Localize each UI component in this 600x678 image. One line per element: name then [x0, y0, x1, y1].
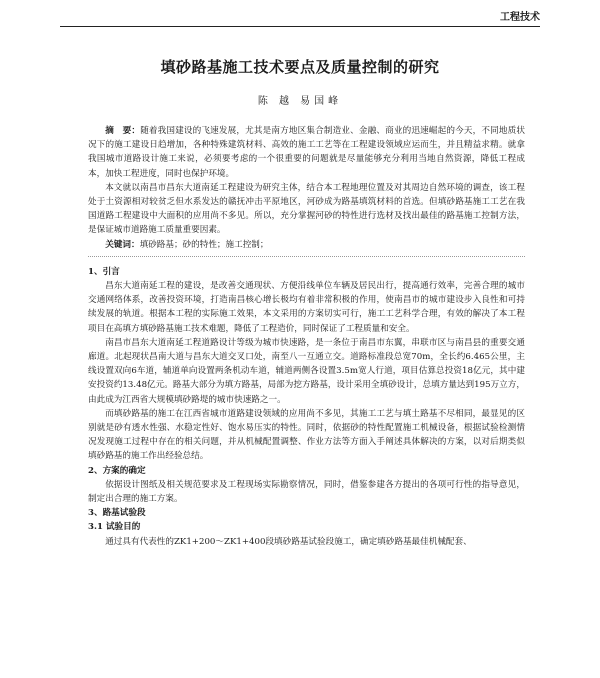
- keywords-label: 关键词：: [105, 239, 140, 250]
- abstract-text: 随着我国建设的飞速发展，尤其是南方地区集合制造业、金融、商业的迅速崛起的今天，不同地质状况下的施工建设日趋增加，各种特殊建筑材料、高效的施工工艺等在工程建设领域应运而生，并且精益求精。就拿我国城市道路设计施工来说，必须要考虑的一个很重要的问题就是尽量能够充分利用当地自然资源，降低工程成本，加快工程进度，同时也保护环境。: [88, 126, 525, 179]
- keywords-line: [88, 238, 525, 252]
- keywords-text: 填砂路基；砂的特性；施工控制；: [139, 239, 269, 250]
- abstract-paragraph: [88, 124, 525, 181]
- article-title: 填砂路基施工技术要点及质量控制的研究: [160, 58, 440, 76]
- article-body: [88, 124, 525, 549]
- section-1-paragraph-1: 昌东大道南延工程的建设，是改善交通现状、方便沿线单位车辆及居民出行，提高通行效率，完善合理的城市交通网络体系，改善投资环境，打造南昌核心增长极均有着非常积极的作用，使南昌市的城市建设步入良性和可持续发展的轨道。根据本工程的实际施工效果，本文采用的方案切实可行，施工工艺科学合理，有效的解决了本工程项目在高填方填砂路基施工技术难题，降低了工程造价，同时保证了工程质量和安全。: [88, 281, 525, 334]
- abstract-label: 摘 要：: [105, 126, 141, 136]
- section-3-title: 3、路基试验段: [88, 508, 146, 519]
- section-1-paragraph-3: 而填砂路基的施工在江西省城市道路建设领域的应用尚不多见，其施工工艺与填土路基不尽相同，最显见的区别就是砂有透水性强、水稳定性好、饱水易压实的特性。同时，依据砂的特性配置施工机械设备，根据试验检测情况发现施工过程中存在的相关问题，并从机械配置调整、作业方法等方面入手阐述具体解决的方案，以对后期类似填砂路基的施工作出经验总结。: [88, 408, 525, 462]
- section-1-paragraph-2: 南昌市昌东大道南延工程道路设计等级为城市快速路，是一条位于南昌市东翼，串联市区与南昌县的重要交通廊道。北起现状昌南大道与昌东大道交叉口处，南至八一互通立交。道路标准段总宽70m，全长约6.465公里，主线设置双向6车道，辅道单向设置两条机动车道，辅道两侧各设置3.5m宽人行道，项目估算总投资18亿元，其中建安投资约13.48亿元。路基大部分为填方路基，局部为挖方路基，设计采用全填砂设计，总填方量达到195万立方，由此成为江西省大规模填砂路堤的城市快速路之一。: [88, 337, 525, 405]
- header-rule: [60, 26, 540, 27]
- category-tag: 工程技术: [500, 12, 540, 23]
- separator: [88, 256, 525, 257]
- authors: 陈 越 易国峰: [257, 96, 343, 107]
- section-2-paragraph-1: 依据设计图纸及相关规范要求及工程现场实际勘察情况，同时，借鉴参建各方提出的各项可行性的指导意见，制定出合理的施工方案。: [88, 479, 525, 505]
- section-3-1-paragraph-1: 通过具有代表性的ZK1+200～ZK1+400段填砂路基试验段施工，确定填砂路基最佳机械配套、: [105, 536, 472, 547]
- section-2-title: 2、方案的确定: [88, 465, 146, 476]
- section-1-title: 1、引言: [88, 266, 120, 277]
- abstract-paragraph-2: 本文就以南昌市昌东大道南延工程建设为研究主体，结合本工程地理位置及对其周边自然环境的调查，该工程处于土资源相对较贫乏但水系发达的赣抚冲击平原地区，河砂成为路基填筑材料的首选。但填砂路基施工工艺在我国道路工程建设中大面积的应用尚不多见。所以，充分掌握河砂的特性进行选材及找出最佳的路基施工控制方法，是保证城市道路施工质量重要因素。: [88, 182, 525, 236]
- section-3-1-title: 3.1 试验目的: [88, 522, 141, 533]
